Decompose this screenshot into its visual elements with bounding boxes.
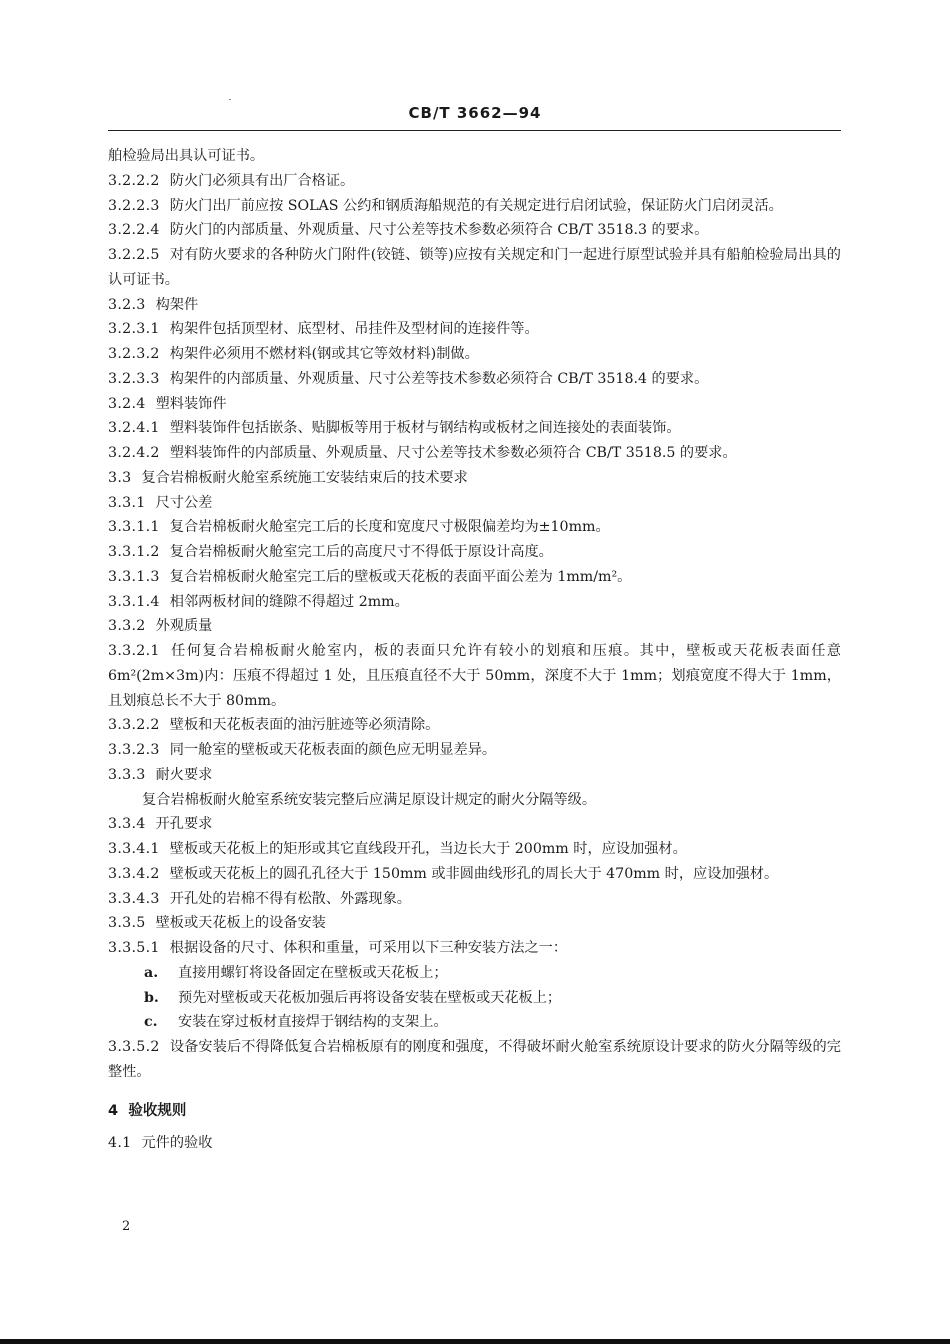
paragraph: 3.3.2.1 任何复合岩棉板耐火舱室内，板的表面只允许有较小的划痕和压痕。其中，壁板或天花板表面任意 6m²(2m×3m)内：压痕不得超过 1 处，且压痕直径不大于 50mm，深度不大于 1mm；划痕宽度不得大于 1mm，且划痕总长不大于 80mm。 bbox=[108, 643, 841, 709]
section-number: 4.1 bbox=[108, 1135, 132, 1152]
paragraph: 3.3.4 开孔要求 bbox=[108, 816, 213, 833]
paragraph: 3.3.4.2 壁板或天花板上的圆孔孔径大于 150mm 或非圆曲线形孔的周长大于 470mm 时，应设加强材。 bbox=[108, 865, 779, 882]
clause-number: 3.2.3 bbox=[108, 296, 146, 313]
list-label: b. bbox=[144, 989, 159, 1006]
chapter-number: 4 bbox=[108, 1102, 119, 1119]
paragraph: 3.3.1.4 相邻两板材间的缝隙不得超过 2mm。 bbox=[108, 593, 409, 610]
clause-number: 3.3.5.2 bbox=[108, 1039, 160, 1055]
clause-number: 3.3.2.3 bbox=[108, 742, 160, 758]
scan-speck bbox=[229, 99, 231, 100]
paragraph: 3.3.1.3 复合岩棉板耐火舱室完工后的壁板或天花板的表面平面公差为 1mm/m²。 bbox=[108, 568, 632, 585]
paragraph: 3.2.3 构架件 bbox=[108, 296, 199, 313]
list-item: c. 安装在穿过板材直接焊于钢结构的支架上。 bbox=[108, 1010, 841, 1035]
paragraph: 3.3 复合岩棉板耐火舱室系统施工安装结束后的技术要求 bbox=[108, 469, 468, 486]
clause-number: 3.3.1.3 bbox=[108, 568, 160, 585]
paragraph: 3.3.3 耐火要求 bbox=[108, 766, 213, 783]
clause-number: 3.2.4 bbox=[108, 395, 146, 412]
clause-number: 3.3.2.2 bbox=[108, 717, 160, 734]
list-label: a. bbox=[144, 964, 159, 981]
page-header: CB/T 3662—94 bbox=[408, 104, 542, 122]
section-heading: 4.1 元件的验收 bbox=[108, 1135, 213, 1152]
list-item: a. 直接用螺钉将设备固定在壁板或天花板上； bbox=[108, 961, 841, 986]
paragraph: 3.2.2.3 防火门出厂前应按 SOLAS 公约和钢质海船规范的有关规定进行启闭试验，保证防火门启闭灵活。 bbox=[108, 197, 783, 214]
paragraph: 舶检验局出具认可证书。 bbox=[108, 148, 265, 164]
clause-number: 3.3.3 bbox=[108, 766, 146, 783]
clause-number: 3.3.4 bbox=[108, 816, 146, 833]
clause-number: 3.2.3.2 bbox=[108, 346, 160, 362]
paragraph: 3.2.3.3 构架件的内部质量、外观质量、尺寸公差等技术参数必须符合 CB/T 3518.4 的要求。 bbox=[108, 370, 709, 387]
paragraph: 3.3.1 尺寸公差 bbox=[108, 494, 213, 511]
paragraph: 3.3.5.2 设备安装后不得降低复合岩棉板原有的刚度和强度，不得破坏耐火舱室系统原设计要求的防火分隔等级的完整性。 bbox=[108, 1039, 841, 1080]
clause-number: 3.3.1.1 bbox=[108, 519, 160, 536]
paragraph: 3.2.4.2 塑料装饰件的内部质量、外观质量、尺寸公差等技术参数必须符合 CB/T 3518.5 的要求。 bbox=[108, 445, 737, 461]
paragraph: 3.3.5 壁板或天花板上的设备安装 bbox=[108, 915, 326, 932]
paragraph: 3.3.2.2 壁板和天花板表面的油污脏迹等必须清除。 bbox=[108, 717, 440, 734]
paragraph: 3.3.2.3 同一舱室的壁板或天花板表面的颜色应无明显差异。 bbox=[108, 742, 497, 758]
paragraph: 3.2.2.5 对有防火要求的各种防火门附件(铰链、锁等)应按有关规定和门一起进行原型试验并具有船舶检验局出具的认可证书。 bbox=[108, 247, 841, 288]
clause-number: 3.3.2 bbox=[108, 618, 146, 635]
clause-number: 3.3.5.1 bbox=[108, 940, 160, 956]
paragraph: 3.2.2.2 防火门必须具有出厂合格证。 bbox=[108, 172, 355, 189]
page-number: 2 bbox=[122, 1219, 131, 1234]
paragraph: 3.2.3.2 构架件必须用不燃材料(钢或其它等效材料)制做。 bbox=[108, 346, 479, 362]
clause-number: 3.2.2.2 bbox=[108, 172, 160, 189]
body-text bbox=[108, 144, 841, 1156]
paragraph: 3.3.1.1 复合岩棉板耐火舱室完工后的长度和宽度尺寸极限偏差均为±10mm。 bbox=[108, 519, 610, 536]
clause-number: 3.2.4.1 bbox=[108, 420, 160, 437]
paragraph: 3.3.4.1 壁板或天花板上的矩形或其它直线段开孔，当边长大于 200mm 时，应设加强材。 bbox=[108, 841, 687, 857]
clause-number: 3.2.2.4 bbox=[108, 222, 160, 239]
clause-number: 3.3.1.4 bbox=[108, 593, 160, 610]
clause-number: 3.3.4.2 bbox=[108, 865, 160, 882]
paragraph: 复合岩棉板耐火舱室系统安装完整后应满足原设计规定的耐火分隔等级。 bbox=[142, 791, 597, 808]
list-label: c. bbox=[144, 1014, 158, 1031]
clause-number: 3.2.4.2 bbox=[108, 445, 160, 461]
scan-edge bbox=[0, 1339, 950, 1344]
clause-number: 3.3.4.3 bbox=[108, 890, 160, 907]
paragraph: 3.3.4.3 开孔处的岩棉不得有松散、外露现象。 bbox=[108, 890, 411, 907]
clause-number: 3.2.2.5 bbox=[108, 247, 160, 263]
clause-number: 3.2.3.3 bbox=[108, 370, 160, 387]
paragraph: 3.2.2.4 防火门的内部质量、外观质量、尺寸公差等技术参数必须符合 CB/T 3518.3 的要求。 bbox=[108, 222, 709, 239]
clause-number: 3.3.1.2 bbox=[108, 544, 160, 560]
clause-number: 3.3.5 bbox=[108, 915, 146, 932]
clause-number: 3.3.4.1 bbox=[108, 841, 160, 857]
paragraph: 3.3.5.1 根据设备的尺寸、体积和重量，可采用以下三种安装方法之一： bbox=[108, 940, 568, 956]
clause-number: 3.3 bbox=[108, 469, 132, 486]
clause-number: 3.2.2.3 bbox=[108, 197, 160, 214]
list-item: b. 预先对壁板或天花板加强后再将设备安装在壁板或天花板上； bbox=[108, 986, 841, 1011]
clause-number: 3.3.2.1 bbox=[108, 643, 160, 659]
header-rule bbox=[108, 130, 841, 131]
paragraph: 3.2.4.1 塑料装饰件包括嵌条、贴脚板等用于板材与钢结构或板材之间连接处的表面装饰。 bbox=[108, 420, 681, 437]
clause-number: 3.3.1 bbox=[108, 494, 146, 511]
clause-number: 3.2.3.1 bbox=[108, 321, 160, 338]
paragraph: 3.3.2 外观质量 bbox=[108, 618, 213, 635]
paragraph: 3.2.3.1 构架件包括顶型材、底型材、吊挂件及型材间的连接件等。 bbox=[108, 321, 539, 338]
paragraph: 3.2.4 塑料装饰件 bbox=[108, 395, 227, 412]
paragraph: 3.3.1.2 复合岩棉板耐火舱室完工后的高度尺寸不得低于原设计高度。 bbox=[108, 544, 553, 560]
chapter-heading: 4 验收规则 bbox=[108, 1102, 187, 1119]
